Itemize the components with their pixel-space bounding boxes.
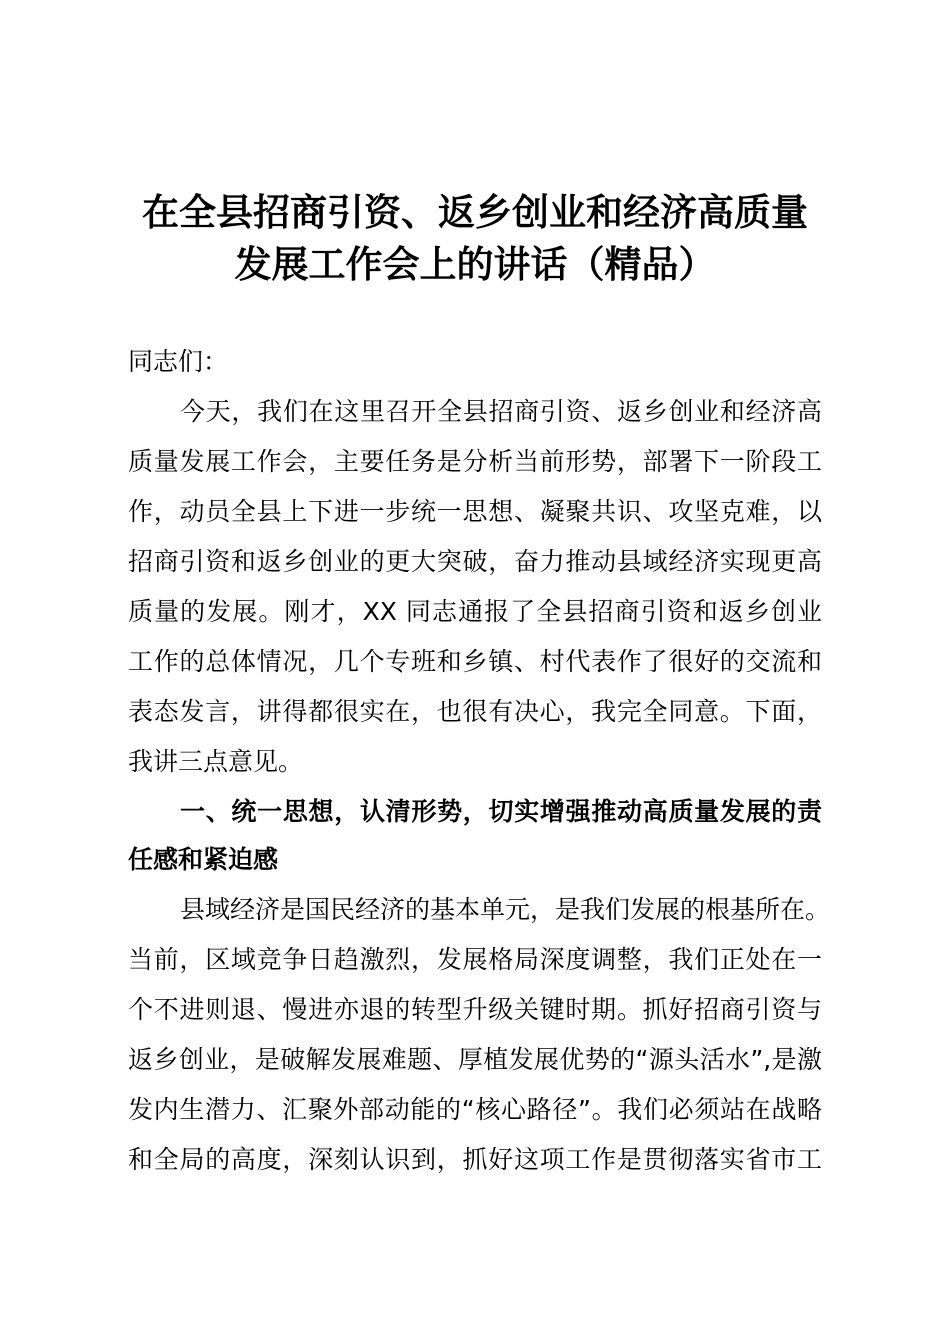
- paragraph-line: 质量的发展。刚才，XX 同志通报了全县招商引资和返乡创业: [128, 597, 822, 626]
- section-heading-line: 一、统一思想，认清形势，切实增强推动高质量发展的责: [180, 797, 822, 826]
- salutation: 同志们：: [128, 347, 229, 376]
- paragraph-line: 返乡创业，是破解发展难题、厚植发展优势的“源头活水”,是激: [128, 1045, 822, 1074]
- paragraph-line: 个不进则退、慢进亦退的转型升级关键时期。抓好招商引资与: [128, 995, 822, 1024]
- section-heading-line: 任感和紧迫感: [128, 845, 279, 874]
- document-title-line-1: 在全县招商引资、返乡创业和经济高质量: [142, 191, 808, 234]
- paragraph-line: 表态发言，讲得都很实在，也很有决心，我完全同意。下面，: [128, 697, 822, 726]
- paragraph-line: 和全局的高度，深刻认识到，抓好这项工作是贯彻落实省市工: [128, 1145, 822, 1174]
- paragraph-line: 招商引资和返乡创业的更大突破，奋力推动县域经济实现更高: [128, 547, 822, 576]
- paragraph-line: 县域经济是国民经济的基本单元，是我们发展的根基所在。: [180, 895, 831, 924]
- paragraph-line: 质量发展工作会，主要任务是分析当前形势，部署下一阶段工: [128, 447, 822, 476]
- paragraph-line: 当前，区域竞争日趋激烈，发展格局深度调整，我们正处在一: [128, 945, 822, 974]
- paragraph-line: 作，动员全县上下进一步统一思想、凝聚共识、攻坚克难，以: [128, 497, 822, 526]
- paragraph-line: 发内生潜力、汇聚外部动能的“核心路径”。我们必须站在战略: [128, 1095, 822, 1124]
- paragraph-line: 今天，我们在这里召开全县招商引资、返乡创业和经济高: [180, 397, 822, 426]
- paragraph-line: 我讲三点意见。: [128, 747, 304, 776]
- document-title-line-2: 发展工作会上的讲话（精品）: [234, 243, 716, 286]
- paragraph-line: 工作的总体情况，几个专班和乡镇、村代表作了很好的交流和: [128, 647, 822, 676]
